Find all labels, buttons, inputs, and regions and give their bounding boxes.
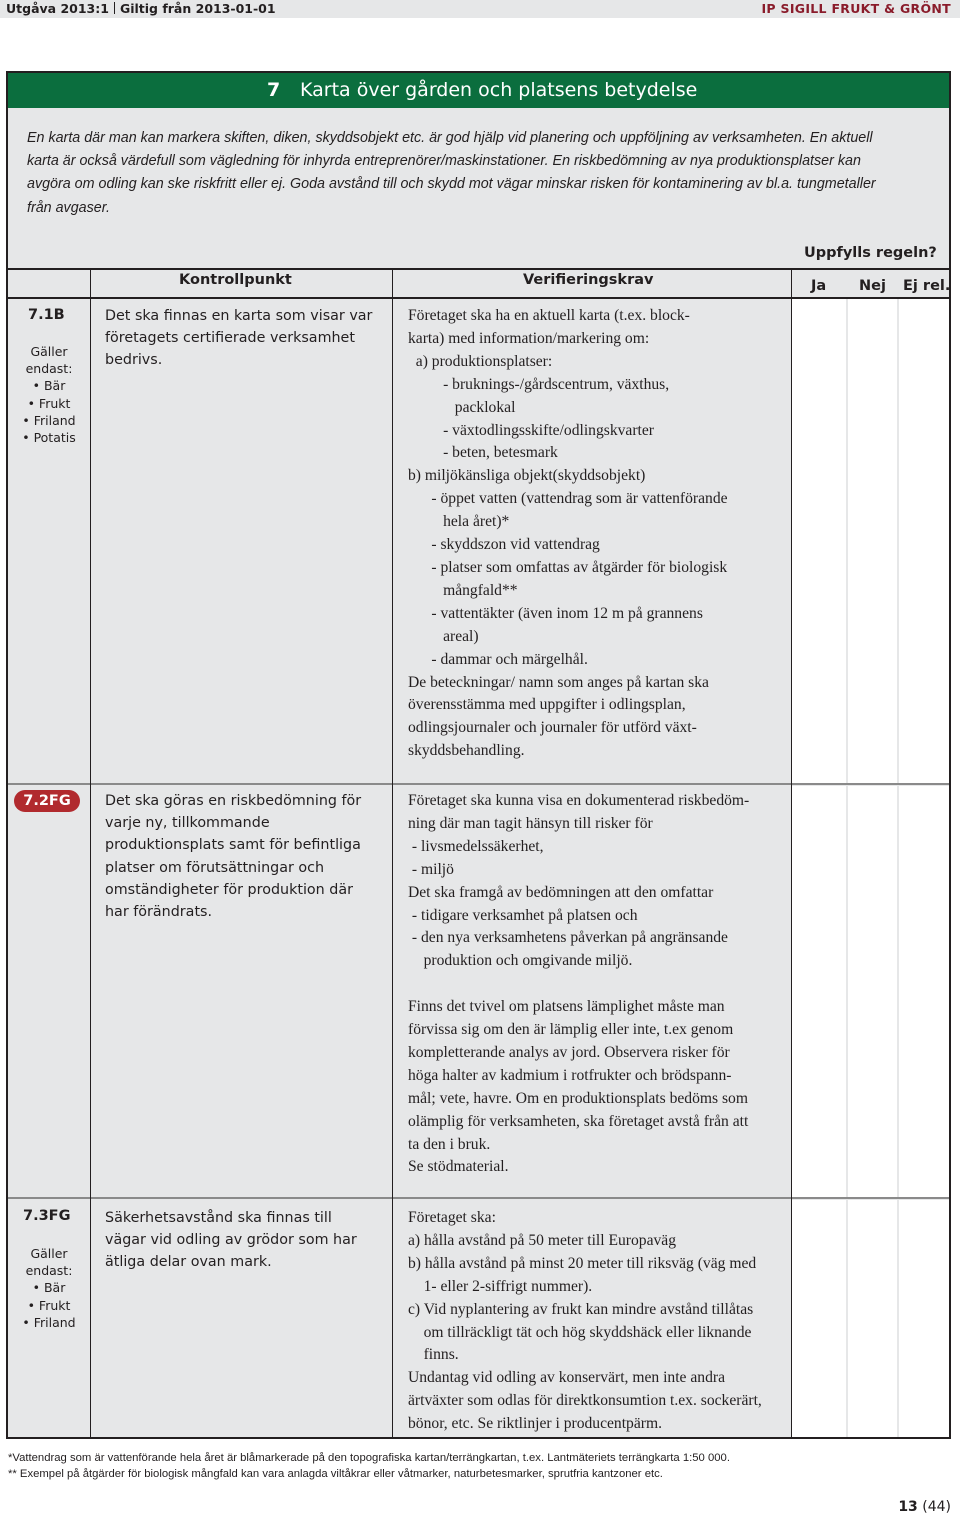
ver-line: areal): [408, 627, 479, 645]
ver-line: Se stödmaterial.: [408, 1158, 509, 1176]
ver-line: ärtväxter som odlas för direktkonsumtion t.ex. sockerärt,: [408, 1392, 762, 1410]
ver-line: karta) med information/markering om:: [408, 329, 650, 347]
ver-line: mångfald**: [408, 581, 518, 599]
uppfylls-header: Uppfylls regeln?: [804, 245, 937, 261]
ver-line: ta den i bruk.: [408, 1135, 491, 1153]
ver-line: hela året)*: [408, 513, 510, 531]
kontrollpunkt-text: Det ska göras en riskbedömning för varje ny, tillkommande produktionsplats samt för befintliga platser om förutsättningar och omständigheter för produktion där har förändrats.: [105, 793, 362, 921]
answer-cell-ejrel-7-3fg[interactable]: [899, 1200, 949, 1437]
ver-line: - livsmedelssäkerhet,: [408, 837, 544, 855]
ver-line: a) produktionsplatser:: [408, 352, 553, 370]
ver-spacer: [408, 973, 793, 996]
ver-line: - bruknings-/gårdscentrum, växthus,: [408, 375, 670, 393]
kontrollpunkt-text: Säkerhetsavstånd ska finnas till vägar vid odling av grödor som har ätliga delar ovan mark.: [105, 1210, 357, 1271]
applies-line: • Bär: [32, 1280, 66, 1296]
page-number: [898, 1499, 951, 1515]
ver-line: om tillräckligt tät och hög skyddshäck eller liknande: [408, 1323, 752, 1341]
ver-line: finns.: [408, 1346, 459, 1364]
edition-label: Utgåva 2013:1: [6, 1, 109, 16]
applies-to-list: [14, 1245, 84, 1331]
applies-line: • Frukt: [27, 395, 71, 411]
verifieringskrav-text: [408, 1207, 793, 1436]
ver-line: - växtodlingsskifte/odlingskvarter: [408, 421, 654, 439]
answer-cell-nej-7-1b[interactable]: [848, 297, 897, 783]
ver-line: - skyddszon vid vattendrag: [408, 536, 600, 554]
applies-line: • Friland: [22, 412, 76, 428]
answer-cell-ja-7-1b[interactable]: [792, 297, 846, 783]
row-divider: [8, 783, 949, 785]
ver-line: förvissa sig om den är lämplig eller inte, t.ex genom: [408, 1021, 734, 1039]
ver-line: - vattentäkter (även inom 12 m på grannens: [408, 604, 703, 622]
ver-line: överensstämma med uppgifter i odlingsplan,: [408, 696, 686, 714]
intro-line: avgöra om odling kan ske riskfritt eller ej. Goda avstånd till och skydd mot vägar minskar risken för kontaminering av bl.a. tungmetaller: [27, 176, 876, 193]
ver-line: bönor, etc. Se riktlinjer i producentpärm.: [408, 1415, 662, 1433]
ver-line: - beten, betesmark: [408, 444, 558, 462]
footnote: *Vattendrag som är vattenförande hela året är blåmarkerade på den topografiska kartan/terrängkartan, t.ex. Lantmäteriets terrängkarta 1:50 000.: [8, 1452, 730, 1464]
footnote: ** Exempel på åtgärder för biologisk mångfald kan vara anlagda viltåkrar eller våtmarker, naturbetesmarker, sprutfria kantzoner etc.: [8, 1468, 663, 1480]
row-id-badge: 7.2FG: [14, 790, 80, 812]
ejrel-header: Ej rel.: [903, 278, 951, 294]
ver-line: skyddsbehandling.: [408, 742, 525, 760]
ver-line: mål; vete, havre. Om en produktionsplats bedöms som: [408, 1089, 748, 1107]
section-title: Karta över gården och platsens betydelse: [300, 79, 698, 101]
ver-line: 1- eller 2-siffrigt nummer).: [408, 1277, 593, 1295]
row-id: 7.1B: [28, 307, 65, 323]
section-intro: [27, 127, 942, 220]
valid-from-label: Giltig från 2013-01-01: [119, 1, 276, 16]
intro-line: En karta där man kan markera skiften, diken, skyddsobjekt etc. är god hjälp vid planering och uppföljning av verksamheten. En aktuell: [27, 130, 873, 146]
ver-line: - dammar och märgelhål.: [408, 650, 588, 668]
intro-line: karta är också värdefull som vägledning för inhyrda entreprenörer/maskinstationer. En riskbedömning av nya produktionsplatser kan: [27, 153, 861, 170]
ver-line: b) hålla avstånd på minst 20 meter till riksväg (väg med: [408, 1254, 757, 1272]
section-number: 7: [267, 79, 281, 101]
ver-line: c) Vid nyplantering av frukt kan mindre avstånd tillåtas: [408, 1300, 754, 1318]
kontrollpunkt-header: Kontrollpunkt: [179, 272, 292, 288]
ver-line: - öppet vatten (vattendrag som är vattenförande: [408, 490, 728, 508]
ver-line: b) miljökänsliga objekt(skyddsobjekt): [408, 467, 646, 485]
page-current: 13: [898, 1499, 918, 1515]
nej-header: Nej: [859, 278, 886, 294]
table-header-rule: [8, 297, 949, 299]
table-top-rule: [8, 268, 949, 270]
column-divider: [392, 268, 393, 1437]
ver-line: produktion och omgivande miljö.: [408, 952, 633, 970]
ver-line: olämplig för verksamheten, ska företaget avstå från att: [408, 1112, 749, 1130]
ver-line: - den nya verksamhetens påverkan på angränsande: [408, 929, 728, 947]
verifieringskrav-text: [408, 305, 793, 763]
row-id: 7.3FG: [23, 1208, 71, 1224]
ver-line: a) hålla avstånd på 50 meter till Europaväg: [408, 1231, 677, 1249]
column-divider: [90, 268, 91, 1437]
applies-line: • Potatis: [22, 430, 76, 446]
answer-cell-ejrel-7-1b[interactable]: [899, 297, 949, 783]
verifieringskrav-header: Verifieringskrav: [523, 272, 654, 288]
ver-line: Företaget ska:: [408, 1209, 496, 1226]
applies-line: endast:: [25, 1263, 73, 1279]
ver-line: De beteckningar/ namn som anges på kartan ska: [408, 673, 709, 691]
ver-line: kompletterande analys av jord. Observera risker för: [408, 1043, 730, 1061]
answer-cell-nej-7-3fg[interactable]: [848, 1200, 897, 1437]
ver-line: packlokal: [408, 398, 516, 416]
intro-line: från avgaser.: [27, 199, 110, 216]
applies-line: • Friland: [22, 1314, 76, 1330]
answer-cell-nej-7-2fg[interactable]: [848, 786, 897, 1197]
ver-line: odlingsjournaler och journaler för utförd växt-: [408, 719, 697, 737]
section-title-bar: [8, 73, 949, 108]
ver-line: - platser som omfattas av åtgärder för biologisk: [408, 558, 728, 576]
applies-line: Gäller: [30, 344, 68, 359]
ver-line: höga halter av kadmium i rotfrukter och brödspann-: [408, 1066, 732, 1084]
ver-line: Finns det tvivel om platsens lämplighet måste man: [408, 998, 725, 1016]
edition-info: [6, 1, 276, 16]
ver-line: Företaget ska ha en aktuell karta (t.ex. block-: [408, 307, 690, 324]
brand-label: IP SIGILL FRUKT & GRÖNT: [761, 1, 951, 16]
applies-to-list: [14, 343, 84, 446]
kontrollpunkt-text: Det ska finnas en karta som visar var företagets certifierade verksamhet bedrivs.: [105, 308, 373, 369]
applies-line: endast:: [25, 361, 73, 377]
applies-line: Gäller: [30, 1246, 68, 1261]
ver-line: ning där man tagit hänsyn till risker för: [408, 814, 653, 832]
row-divider: [8, 1197, 949, 1199]
applies-line: • Frukt: [27, 1297, 71, 1313]
verifieringskrav-text: [408, 790, 793, 1179]
footnotes: [8, 1450, 730, 1482]
answer-cell-ja-7-3fg[interactable]: [792, 1200, 846, 1437]
top-header-bar: [0, 0, 960, 18]
ver-line: Företaget ska kunna visa en dokumenterad riskbedöm-: [408, 792, 750, 809]
applies-line: • Bär: [32, 378, 66, 394]
answer-cell-ja-7-2fg[interactable]: [792, 786, 846, 1197]
ver-line: Undantag vid odling av konservärt, men inte andra: [408, 1369, 725, 1387]
ver-line: - tidigare verksamhet på platsen och: [408, 906, 638, 924]
ver-line: - miljö: [408, 860, 454, 878]
header-divider: [114, 2, 115, 14]
answer-cell-ejrel-7-2fg[interactable]: [899, 786, 949, 1197]
ver-line: Det ska framgå av bedömningen att den omfattar: [408, 883, 714, 901]
page-total: (44): [922, 1499, 951, 1515]
ja-header: Ja: [811, 278, 827, 294]
